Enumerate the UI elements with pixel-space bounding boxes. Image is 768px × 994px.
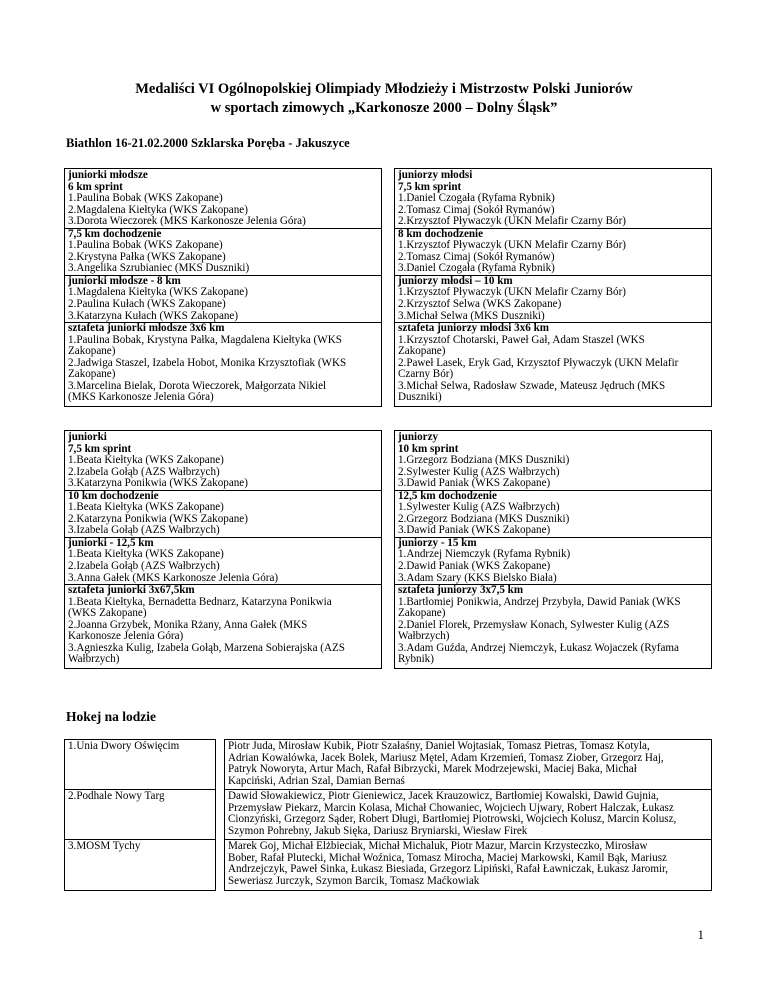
result-line: 3.Dawid Paniak (WKS Zakopane) — [398, 524, 551, 537]
biathlon-young-grid — [64, 168, 712, 407]
result-line: 2.Joanna Grzybek, Monika Rżany, Anna Gałek (MKS — [68, 618, 308, 631]
result-line: 1.Beata Kiełtyka, Bernadetta Bednarz, Katarzyna Ponikwia — [68, 595, 332, 608]
event-heading: juniorzy młodsi – 10 km — [398, 274, 513, 287]
event-heading: 10 km sprint — [398, 442, 459, 455]
result-line: 2.Sylwester Kulig (AZS Wałbrzych) — [398, 465, 560, 478]
team-players — [225, 790, 712, 840]
result-line: Duszniki) — [398, 391, 442, 404]
result-line: (MKS Karkonosze Jelenia Góra) — [68, 391, 214, 404]
result-line: 2.Krzysztof Pływaczyk (UKN Melafir Czarny Bór) — [398, 215, 626, 228]
page-number: 1 — [697, 927, 704, 942]
result-line: 1.Paulina Bobak (WKS Zakopane) — [68, 239, 223, 252]
result-line: (WKS Zakopane) — [68, 607, 147, 620]
result-line: Zakopane) — [68, 368, 116, 381]
column-gap — [216, 840, 225, 890]
team-players — [225, 740, 712, 790]
hockey-row — [65, 840, 712, 890]
result-line: 1.Krzysztof Chotarski, Paweł Gał, Adam Staszel (WKS — [398, 333, 645, 346]
biathlon-cell-junior-men — [394, 430, 712, 669]
result-line: 2.Dawid Paniak (WKS Zakopane) — [398, 560, 551, 573]
result-line: 1.Paulina Bobak (WKS Zakopane) — [68, 192, 223, 205]
result-line: 2.Katarzyna Ponikwia (WKS Zakopane) — [68, 512, 248, 525]
result-line: 2.Paulina Kułach (WKS Zakopane) — [68, 298, 226, 311]
result-line: 3.Katarzyna Kułach (WKS Zakopane) — [68, 309, 239, 322]
result-line: 2.Izabela Gołąb (AZS Wałbrzych) — [68, 560, 220, 573]
player-line: Przemysław Piekarz, Marcin Kolasa, Michał Chowaniec, Wojciech Ujwary, Robert Halczak, Łukasz — [228, 801, 674, 814]
title-line-2: w sportach zimowych „Karkonosze 2000 – Dolny Śląsk” — [210, 100, 558, 116]
result-line: 1.Beata Kiełtyka (WKS Zakopane) — [68, 501, 224, 514]
event-heading: juniorki młodsze — [68, 169, 148, 181]
biathlon-junior-grid — [64, 430, 712, 669]
result-line: 3.Dorota Wieczorek (MKS Karkonosze Jelenia Góra) — [68, 215, 306, 228]
result-line: Zakopane) — [398, 607, 446, 620]
result-line: Karkonosze Jelenia Góra) — [68, 630, 184, 643]
result-line: 3.Dawid Paniak (WKS Zakopane) — [398, 477, 551, 490]
event-heading: juniorzy - 15 km — [398, 536, 477, 549]
result-line: 2.Krzysztof Selwa (WKS Zakopane) — [398, 298, 562, 311]
result-line: 2.Magdalena Kiełtyka (WKS Zakopane) — [68, 203, 248, 216]
result-line: 3.Marcelina Bielak, Dorota Wieczorek, Małgorzata Nikiel — [68, 379, 327, 392]
result-line: 1.Beata Kiełtyka (WKS Zakopane) — [68, 548, 224, 561]
title-line-1: Medaliści VI Ogólnopolskiej Olimpiady Młodzieży i Mistrzostw Polski Juniorów — [135, 81, 633, 97]
team-name: 1.Unia Dwory Oświęcim — [65, 740, 216, 790]
result-line: 2.Daniel Florek, Przemysław Konach, Sylwester Kulig (AZS — [398, 618, 670, 631]
biathlon-heading: Biathlon 16-21.02.2000 Szklarska Poręba - Jakuszyce — [66, 136, 350, 150]
event-heading: 6 km sprint — [68, 180, 123, 193]
result-line: 2.Tomasz Cimaj (Sokół Rymanów) — [398, 250, 555, 263]
event-heading: sztafeta juniorzy młodsi 3x6 km — [398, 322, 549, 335]
player-line: Adrian Kowalówka, Jacek Bolek, Mariusz Mętel, Adam Krzemień, Tomasz Ziober, Grzegorz Haj, — [228, 751, 664, 764]
player-line: Seweriasz Jurczyk, Szymon Barcik, Tomasz Maćkowiak — [228, 875, 480, 888]
column-gap — [216, 790, 225, 840]
team-name: 2.Podhale Nowy Targ — [65, 790, 216, 840]
result-line: 3.Adam Guźda, Andrzej Niemczyk, Łukasz Wojaczek (Ryfama — [398, 641, 679, 654]
team-players — [225, 840, 712, 890]
result-line: 3.Izabela Gołąb (AZS Wałbrzych) — [68, 524, 220, 537]
event-heading: juniorki — [68, 431, 107, 443]
result-line: 3.Katarzyna Ponikwia (WKS Zakopane) — [68, 477, 248, 490]
result-line: Rybnik) — [398, 653, 434, 666]
player-line: Marek Goj, Michał Elżbieciak, Michał Michaluk, Piotr Mazur, Marcin Krzysteczko, Mirosław — [228, 840, 648, 853]
document-title — [60, 80, 708, 118]
event-heading: 12,5 km dochodzenie — [398, 489, 497, 502]
event-heading: juniorki - 12,5 km — [68, 536, 154, 549]
result-line: Zakopane) — [68, 345, 116, 358]
result-line: 1.Andrzej Niemczyk (Ryfama Rybnik) — [398, 548, 571, 561]
result-line: 2.Krystyna Pałka (WKS Zakopane) — [68, 250, 226, 263]
event-heading: 7,5 km sprint — [398, 180, 462, 193]
player-line: Cionzyński, Grzegorz Sąder, Robert Długi, Bartłomiej Piotrowski, Wojciech Kolusz, Marcin Kolusz, — [228, 813, 677, 826]
result-line: Czarny Bór) — [398, 368, 454, 381]
event-heading: 10 km dochodzenie — [68, 489, 159, 502]
result-line: Zakopane) — [398, 345, 446, 358]
hockey-row — [65, 790, 712, 840]
player-line: Bober, Rafał Plutecki, Michał Woźnica, Tomasz Mirocha, Maciej Markowski, Kamil Bąk, Mariusz — [228, 851, 667, 864]
result-line: 1.Paulina Bobak, Krystyna Pałka, Magdalena Kiełtyka (WKS — [68, 333, 342, 346]
event-heading: juniorki młodsze - 8 km — [68, 274, 181, 287]
result-line: 2.Izabela Gołąb (AZS Wałbrzych) — [68, 465, 220, 478]
column-gap — [216, 740, 225, 790]
result-line: 3.Agnieszka Kulig, Izabela Gołąb, Marzena Sobierajska (AZS — [68, 641, 345, 654]
result-line: 1.Bartłomiej Ponikwia, Andrzej Przybyła, Dawid Paniak (WKS — [398, 595, 681, 608]
player-line: Kapciński, Adrian Szal, Damian Bernaś — [228, 774, 405, 787]
result-line: 3.Anna Gałek (MKS Karkonosze Jelenia Góra) — [68, 571, 279, 584]
event-heading: sztafeta juniorki 3x67,5km — [68, 584, 195, 597]
event-heading: 7,5 km sprint — [68, 442, 132, 455]
result-line: 2.Jadwiga Staszel, Izabela Hobot, Monika Krzysztofiak (WKS — [68, 356, 347, 369]
result-line: 1.Grzegorz Bodziana (MKS Duszniki) — [398, 454, 570, 467]
event-heading: sztafeta juniorzy 3x7,5 km — [398, 584, 524, 597]
result-line: 3.Adam Szary (KKS Bielsko Biała) — [398, 571, 557, 584]
event-heading: 8 km dochodzenie — [398, 227, 484, 240]
player-line: Patryk Noworyta, Artur Mach, Rafał Bibrzycki, Marek Modrzejewski, Maciej Baka, Michał — [228, 763, 637, 776]
hockey-row — [65, 740, 712, 790]
hockey-heading: Hokej na lodzie — [66, 709, 156, 724]
player-line: Piotr Juda, Mirosław Kubik, Piotr Szałaśny, Daniel Wojtasiak, Tomasz Pietras, Tomasz Kotyla, — [228, 740, 650, 752]
event-heading: sztafeta juniorki młodsze 3x6 km — [68, 322, 225, 335]
biathlon-cell-junior-women-young — [64, 168, 382, 407]
result-line: 2.Tomasz Cimaj (Sokół Rymanów) — [398, 203, 555, 216]
player-line: Andrzejczyk, Paweł Sinka, Łukasz Biesiada, Grzegorz Lipiński, Rafał Ławniczak, Łukasz Jaromir, — [228, 863, 669, 876]
hockey-table — [64, 739, 712, 891]
team-name: 3.MOSM Tychy — [65, 840, 216, 890]
player-line: Szymon Pohrebny, Jakub Sięka, Dariusz Bryniarski, Wiesław Firek — [228, 824, 528, 837]
result-line: 1.Magdalena Kiełtyka (WKS Zakopane) — [68, 286, 248, 299]
result-line: 3.Michał Selwa (MKS Duszniki) — [398, 309, 545, 322]
biathlon-cell-junior-women — [64, 430, 382, 669]
result-line: 1.Krzysztof Pływaczyk (UKN Melafir Czarny Bór) — [398, 239, 626, 252]
result-line: 2.Paweł Lasek, Eryk Gad, Krzysztof Pływaczyk (UKN Melafir — [398, 356, 679, 369]
event-heading: juniorzy młodsi — [398, 169, 473, 181]
result-line: 2.Grzegorz Bodziana (MKS Duszniki) — [398, 512, 570, 525]
result-line: 1.Beata Kiełtyka (WKS Zakopane) — [68, 454, 224, 467]
event-heading: 7,5 km dochodzenie — [68, 227, 162, 240]
result-line: Wałbrzych) — [398, 630, 450, 643]
result-line: Wałbrzych) — [68, 653, 120, 666]
result-line: 3.Daniel Czogała (Ryfama Rybnik) — [398, 262, 555, 275]
result-line: 1.Sylwester Kulig (AZS Wałbrzych) — [398, 501, 560, 514]
result-line: 3.Michał Selwa, Radosław Szwade, Mateusz Jędruch (MKS — [398, 379, 666, 392]
event-heading: juniorzy — [398, 431, 439, 443]
result-line: 1.Daniel Czogała (Ryfama Rybnik) — [398, 192, 555, 205]
biathlon-cell-junior-men-young — [394, 168, 712, 407]
result-line: 3.Angelika Szrubianiec (MKS Duszniki) — [68, 262, 250, 275]
player-line: Dawid Słowakiewicz, Piotr Gieniewicz, Jacek Krauzowicz, Bartłomiej Kowalski, Dawid Gujnia, — [228, 790, 659, 803]
result-line: 1.Krzysztof Pływaczyk (UKN Melafir Czarny Bór) — [398, 286, 626, 299]
